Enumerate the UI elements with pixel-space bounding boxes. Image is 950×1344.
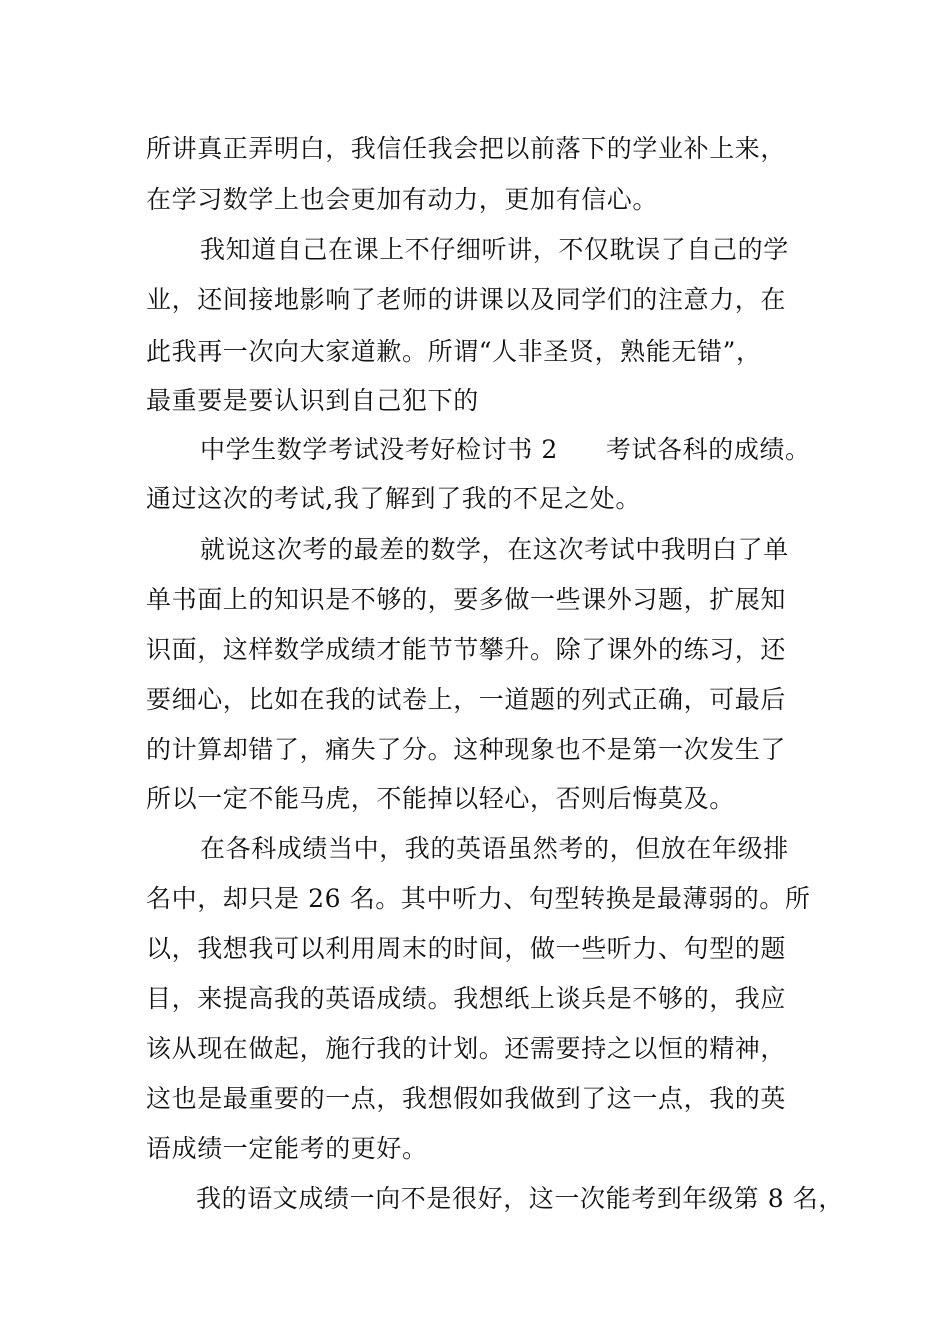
paragraph-line: 单书面上的知识是不够的，要多做一些课外习题，扩展知 (146, 585, 787, 614)
paragraph-line: 这也是最重要的一点，我想假如我做到了这一点，我的英 (146, 1084, 787, 1113)
paragraph-line: 最重要是要认识到自己犯下的 (146, 386, 479, 415)
paragraph-line: 目，来提高我的英语成绩。我想纸上谈兵是不够的，我应 (146, 984, 787, 1013)
paragraph-line: 通过这次的考试,我了解到了我的不足之处。 (146, 484, 641, 513)
paragraph-line: 在各科成绩当中，我的英语虽然考的，但放在年级排 (200, 834, 789, 863)
paragraph-line: 在学习数学上也会更加有动力，更加有信心。 (146, 185, 659, 214)
section-heading: 中学生数学考试没考好检讨书 2 (200, 435, 558, 464)
paragraph-line: 就说这次考的最差的数学，在这次考试中我明白了单 (200, 535, 789, 564)
paragraph-line: 语成绩一定能考的更好。 (146, 1134, 428, 1163)
section-heading-line (200, 433, 811, 467)
paragraph-line: 业，还间接地影响了老师的讲课以及同学们的注意力，在 (146, 285, 787, 314)
paragraph-line: 此我再一次向大家道歉。所谓“人非圣贤，熟能无错”， (146, 337, 762, 366)
paragraph-line: 的计算却错了，痛失了分。这种现象也不是第一次发生了 (146, 735, 787, 764)
paragraph-line: 以，我想我可以利用周末的时间，做一些听力、句型的题 (146, 934, 787, 963)
paragraph-line: 该从现在做起，施行我的计划。还需要持之以恒的精神， (146, 1034, 787, 1063)
paragraph-line: 所讲真正弄明白，我信任我会把以前落下的学业补上来， (146, 134, 787, 163)
paragraph-line: 我的语文成绩一向不是很好，这一次能考到年级第 8 名， (196, 1184, 845, 1213)
heading-trailing-text: 考试各科的成绩。 (605, 435, 811, 464)
paragraph-line: 识面，这样数学成绩才能节节攀升。除了课外的练习，还 (146, 635, 787, 664)
paragraph-line: 所以一定不能马虎，不能掉以轻心，否则后悔莫及。 (146, 784, 735, 813)
paragraph-line: 我知道自己在课上不仔细听讲，不仅耽误了自己的学 (200, 235, 789, 264)
paragraph-line: 要细心，比如在我的试卷上，一道题的列式正确，可最后 (146, 685, 787, 714)
paragraph-line: 名中，却只是 26 名。其中听力、句型转换是最薄弱的。所 (146, 884, 811, 913)
